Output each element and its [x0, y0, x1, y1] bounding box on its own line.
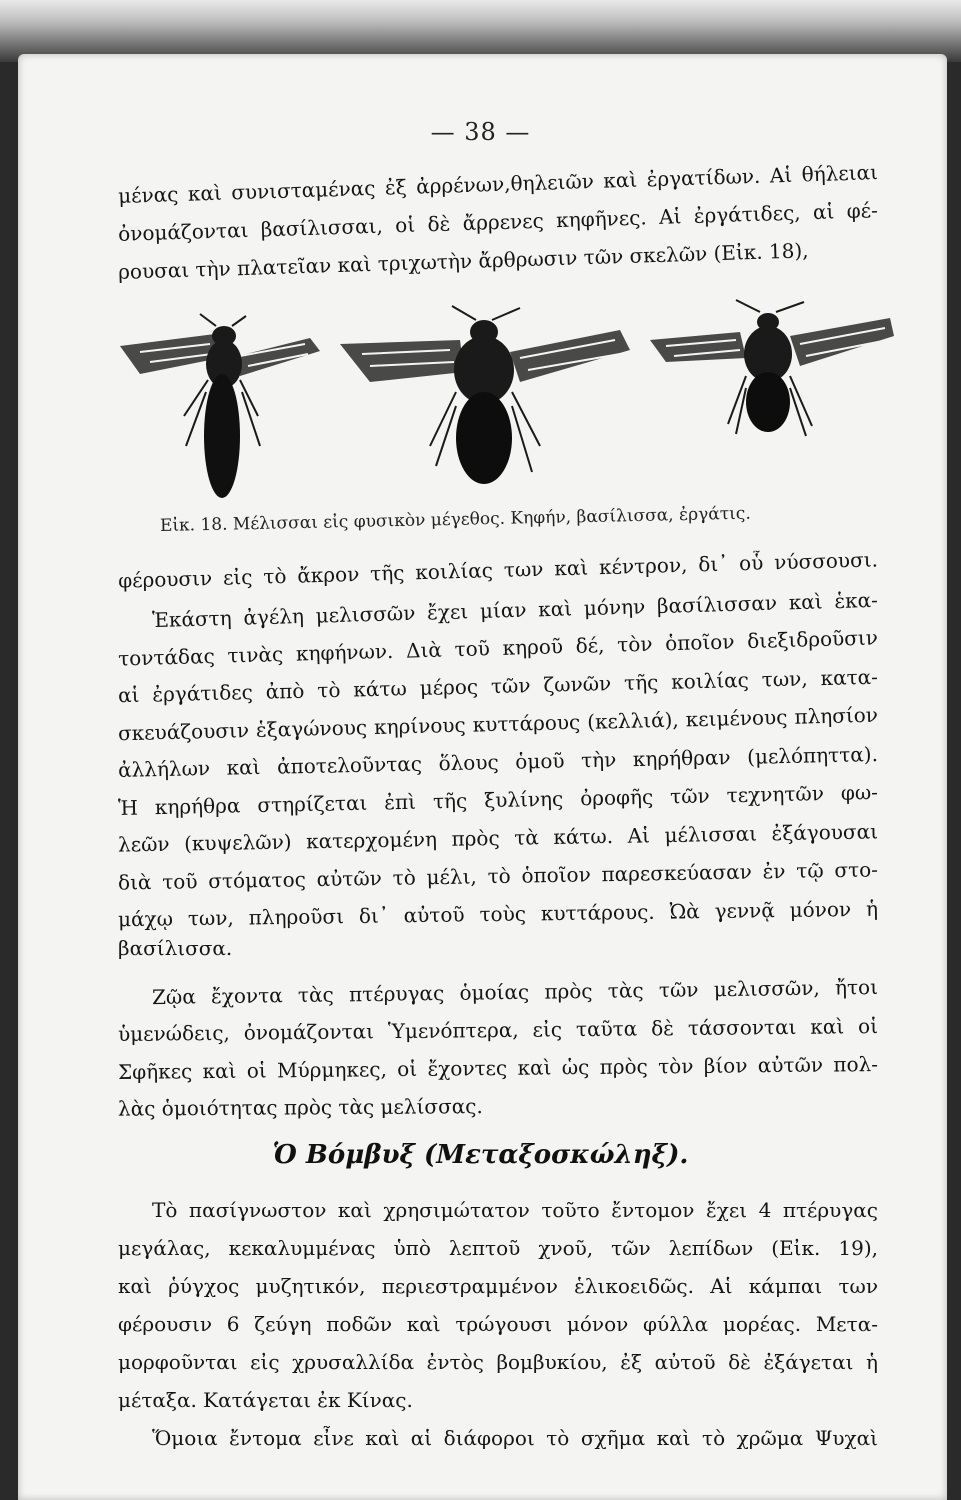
text-line: μάχῳ των, πληροῦσι δι᾿ αὐτοῦ τοὺς κυττάρους. Ὠὰ γεννᾷ μόνον ἡ: [117, 896, 879, 932]
text-line: ὑμενώδεις, ὀνομάζονται Ὑμενόπτερα, εἰς ταῦτα δὲ τάσσονται καὶ οἱ: [117, 1014, 879, 1046]
figure-caption: Εἰκ. 18. Μέλισσαι εἰς φυσικὸν μέγεθος. Κηφήν, βασίλισσα, ἐργάτις.: [159, 503, 751, 536]
text-line: αἱ ἐργάτιδες ἀπὸ τὸ κάτω μέρος τῶν ζωνῶν τῆς κοιλίας των, κατα-: [117, 664, 879, 708]
text-line: φέρουσιν 6 ζεύγη ποδῶν καὶ τρώγουσι μόνον φύλλα μορέας. Μετα-: [118, 1312, 878, 1336]
queen-bee-illustration: [340, 306, 630, 484]
text-line: βασίλισσα.: [118, 936, 233, 960]
book-edge-strip: [0, 0, 961, 62]
text-line: Ἡ κηρήθρα στηρίζεται ἐπὶ τῆς ξυλίνης ὀροφῆς τῶν τεχνητῶν φω-: [117, 780, 879, 820]
text-line: διὰ τοῦ στόματος αὐτῶν τὸ μέλι, τὸ ὁποῖον παρεσκεύασαν ἐν τῷ στο-: [117, 857, 879, 895]
text-line: μέταξα. Κατάγεται ἐκ Κίνας.: [118, 1388, 413, 1412]
text-line: μεγάλας, κεκαλυμμένας ὑπὸ λεπτοῦ χνοῦ, τῶν λεπίδων (Εἰκ. 19),: [118, 1236, 878, 1260]
text-line: μένας καὶ συνισταμένας ἐξ ἀρρένων,θηλειῶν καὶ ἐργατίδων. Αἱ θήλειαι: [117, 160, 879, 208]
section-heading: Ὁ Βόμβυξ (Μεταξοσκώληξ).: [272, 1140, 689, 1170]
text-line: ὀνομάζονται βασίλισσαι, οἱ δὲ ἄρρενες κηφῆνες. Αἱ ἐργάτιδες, αἱ φέ-: [117, 198, 879, 246]
text-line: Ἑκάστη ἀγέλη μελισσῶν ἔχει μίαν καὶ μόνην βασίλισσαν καὶ ἑκα-: [151, 587, 879, 633]
text-line: μορφοῦνται εἰς χρυσαλλίδα ἐντὸς βομβυκίου, ἐξ αὐτοῦ δὲ ἐξάγεται ἡ: [118, 1350, 878, 1374]
text-line: φέρουσιν εἰς τὸ ἄκρον τῆς κοιλίας των καὶ κέντρον, δι᾿ οὗ νύσσουσι.: [117, 547, 879, 593]
drone-bee-illustration: [120, 314, 320, 498]
bees-figure: [100, 296, 900, 511]
text-line: ἀλλήλων καὶ ἀποτελοῦντας ὅλους ὁμοῦ τὴν κηρήθραν (μελόπηττα).: [117, 742, 879, 782]
text-line: ρουσαι τὴν πλατεῖαν καὶ τριχωτὴν ἄρθρωσιν τῶν σκελῶν (Εἰκ. 18),: [117, 238, 809, 284]
text-line: τοντάδας τινὰς κηφήνων. Διὰ τοῦ κηροῦ δέ, τὸν ὁποῖον διεξιδροῦσιν: [117, 625, 879, 671]
text-line: σκευάζουσιν ἑξαγώνους κηρίνους κυττάρους (κελλιά), κειμένους πλησίον: [117, 702, 879, 746]
text-line: λεῶν (κυψελῶν) κατερχομένη πρὸς τὰ κάτω. Αἱ μέλισσαι ἐξάγουσαι: [117, 819, 879, 857]
text-line: Ὅμοια ἔντομα εἶνε καὶ αἱ διάφοροι τὸ σχῆμα καὶ τὸ χρῶμα Ψυχαὶ: [152, 1426, 878, 1450]
text-line: λὰς ὁμοιότητας πρὸς τὰς μελίσσας.: [117, 1094, 483, 1121]
worker-bee-illustration: [650, 300, 894, 436]
text-line: καὶ ῥύγχος μυζητικόν, περιεστραμμένον ἑλικοειδῶς. Αἱ κάμπαι των: [118, 1274, 878, 1298]
text-line: Τὸ πασίγνωστον καὶ χρησιμώτατον τοῦτο ἔντομον ἔχει 4 πτέρυγας: [152, 1198, 878, 1222]
text-line: Σφῆκες καὶ οἱ Μύρμηκες, οἱ ἔχοντες καὶ ὡς πρὸς τὸν βίον αὐτῶν πολ-: [117, 1052, 879, 1084]
page-number: — 38 —: [430, 118, 531, 146]
text-line: Ζῷα ἔχοντα τὰς πτέρυγας ὁμοίας πρὸς τὰς τῶν μελισσῶν, ἤτοι: [151, 974, 879, 1010]
